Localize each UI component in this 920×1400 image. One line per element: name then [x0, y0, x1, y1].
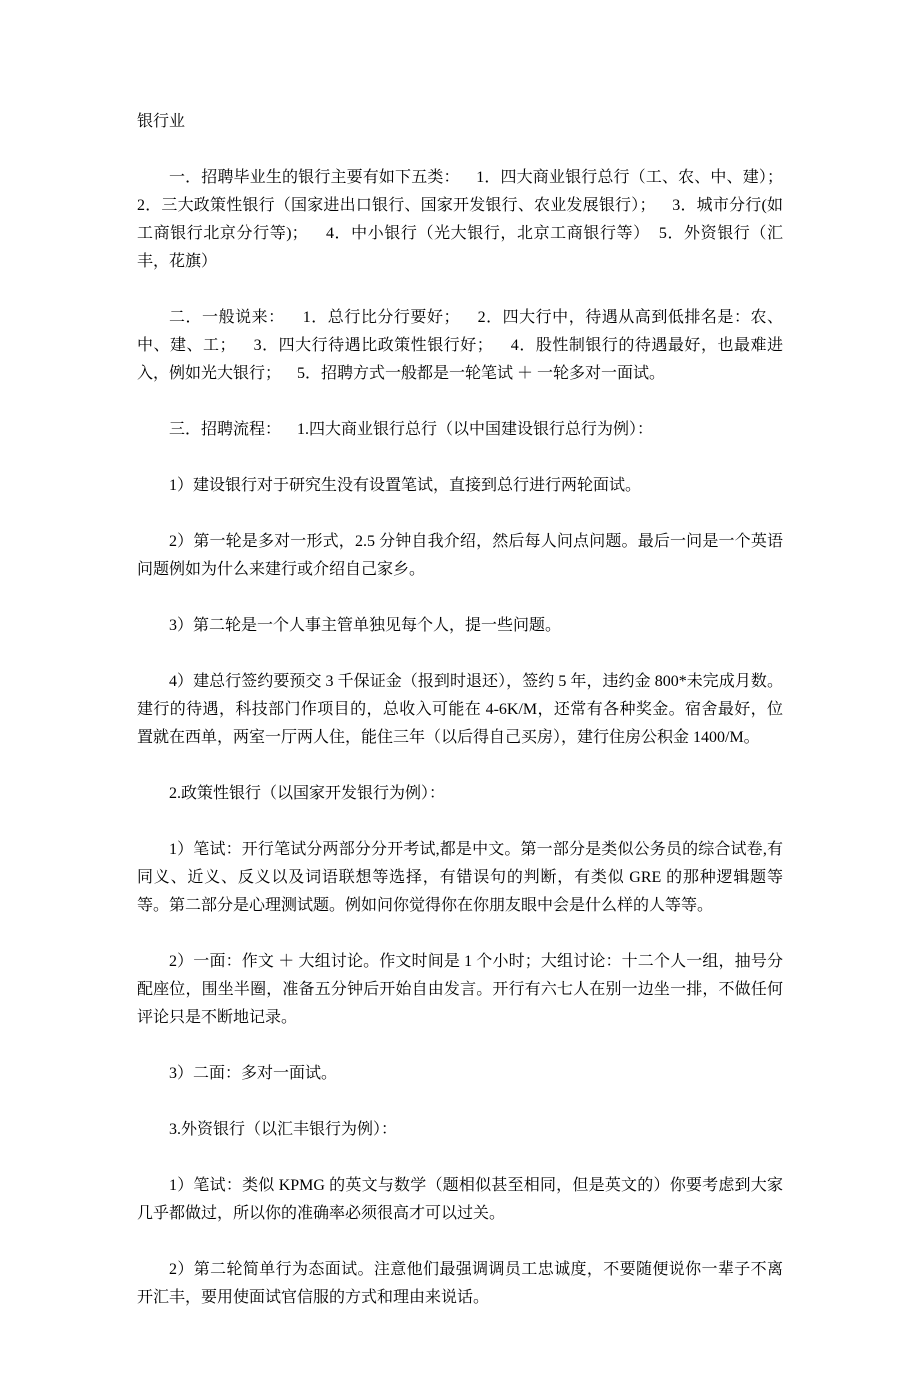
paragraph: 1）建设银行对于研究生没有设置笔试，直接到总行进行两轮面试。 — [169, 477, 642, 494]
paragraph: 三．招聘流程： 1.四大商业银行总行（以中国建设银行总行为例）： — [169, 421, 654, 438]
paragraph: 1）笔试：开行笔试分两部分分开考试,都是中文。第一部分是类似公务员的综合试卷,有同义、近义、反义以及词语联想等选择，有错误句的判断，有类似 GRE 的那种逻辑题等等。第二部分是心理测试题。例如问你觉得你在你朋友眼中会是什么样的人等等。 — [137, 841, 783, 914]
paragraph: 二．一般说来： 1．总行比分行要好； 2．四大行中，待遇从高到低排名是：农、中、建、工； 3．四大行待遇比政策性银行好； 4．股性制银行的待遇最好，也最难进入，例如光大银行； 5．招聘方式一般都是一轮笔试 ＋ 一轮多对一面试。 — [137, 309, 783, 382]
paragraph: 3）二面：多对一面试。 — [169, 1065, 338, 1082]
document-title: 银行业 — [137, 113, 186, 130]
paragraph: 3.外资银行（以汇丰银行为例）： — [169, 1121, 398, 1138]
paragraph: 1）笔试：类似 KPMG 的英文与数学（题相似甚至相同，但是英文的）你要考虑到大家几乎都做过，所以你的准确率必须很高才可以过关。 — [137, 1177, 783, 1222]
paragraph: 4）建总行签约要预交 3 千保证金（报到时退还），签约 5 年，违约金 800*未完成月数。建行的待遇，科技部门作项目的，总收入可能在 4-6K/M，还常有各种奖金。宿舍最好，位置就在西单，两室一厅两人住，能住三年（以后得自己买房），建行住房公积金 1400/M。 — [137, 673, 783, 746]
paragraph: 3）第二轮是一个人事主管单独见每个人，提一些问题。 — [169, 617, 562, 634]
paragraph: 2）一面：作文 ＋ 大组讨论。作文时间是 1 个小时；大组讨论：十二个人一组，抽号分配座位，围坐半圈，准备五分钟后开始自由发言。开行有六七人在别一边坐一排，不做任何评论只是不断地记录。 — [137, 953, 783, 1026]
document-body — [137, 164, 783, 1312]
paragraph: 2）第一轮是多对一形式，2.5 分钟自我介绍，然后每人问点问题。最后一问是一个英语问题例如为什么来建行或介绍自己家乡。 — [137, 533, 783, 578]
paragraph: 2.政策性银行（以国家开发银行为例）： — [169, 785, 446, 802]
paragraph: 2）第二轮简单行为态面试。注意他们最强调调员工忠诚度，不要随便说你一辈子不离开汇丰，要用使面试官信服的方式和理由来说话。 — [137, 1261, 783, 1306]
paragraph: 一．招聘毕业生的银行主要有如下五类： 1．四大商业银行总行（工、农、中、建）；2．三大政策性银行（国家进出口银行、国家开发银行、农业发展银行）； 3．城市分行(如工商银行北京分行等)； 4．中小银行（光大银行，北京工商银行等） 5．外资银行（汇丰，花旗） — [137, 169, 783, 270]
